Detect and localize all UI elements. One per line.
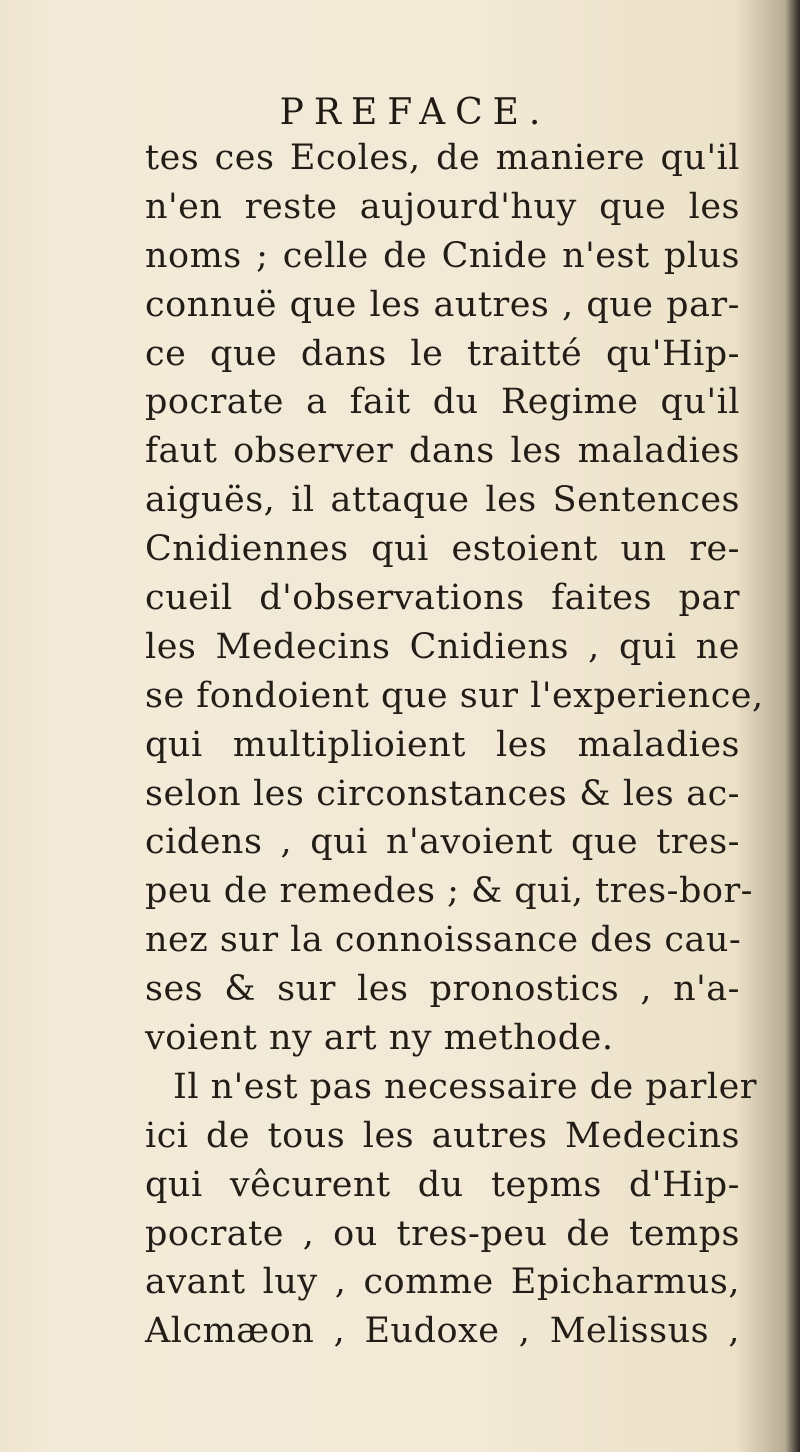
text-line: pocrate a fait du Regime qu'il xyxy=(145,382,740,423)
text-line: cueil d'observations faites par xyxy=(145,578,740,619)
body-text xyxy=(145,134,764,1356)
text-line: tes ces Ecoles, de maniere qu'il xyxy=(145,138,740,178)
text-line: ses & sur les pronostics , n'a- xyxy=(145,969,740,1010)
text-line: voient ny art ny methode. xyxy=(145,1018,614,1059)
page-edge-shadow xyxy=(786,0,800,1452)
text-line: connuë que les autres , que par- xyxy=(145,284,740,325)
text-line: les Medecins Cnidiens , qui ne xyxy=(145,626,740,667)
text-line: qui multiplioient les maladies xyxy=(145,724,740,765)
text-line: pocrate , ou tres-peu de temps xyxy=(145,1213,740,1254)
text-line: ici de tous les autres Medecins xyxy=(145,1115,740,1156)
text-line: Cnidiennes qui estoient un re- xyxy=(145,529,740,570)
text-line: nez sur la connoissance des cau- xyxy=(145,920,742,961)
text-line: Alcmæon , Eudoxe , Melissus , xyxy=(145,1311,740,1352)
text-line: faut observer dans les maladies xyxy=(145,431,740,472)
text-line: se fondoient que sur l'experience, xyxy=(145,675,764,716)
text-line: selon les circonstances & les ac- xyxy=(145,773,740,814)
running-header: PREFACE. xyxy=(279,92,551,133)
paragraph-start-line: Il n'est pas necessaire de parler xyxy=(173,1066,758,1107)
text-line: qui vêcurent du tepms d'Hip- xyxy=(145,1164,740,1205)
text-line: aiguës, il attaque les Sentences xyxy=(145,480,740,521)
text-line: ce que dans le traitté qu'Hip- xyxy=(145,333,740,374)
text-line: n'en reste aujourd'huy que les xyxy=(145,186,740,227)
text-line: noms ; celle de Cnide n'est plus xyxy=(145,235,740,276)
text-line: avant luy , comme Epicharmus, xyxy=(145,1262,740,1303)
text-line: cidens , qui n'avoient que tres- xyxy=(145,822,740,863)
text-line: peu de remedes ; & qui, tres-bor- xyxy=(145,871,753,912)
